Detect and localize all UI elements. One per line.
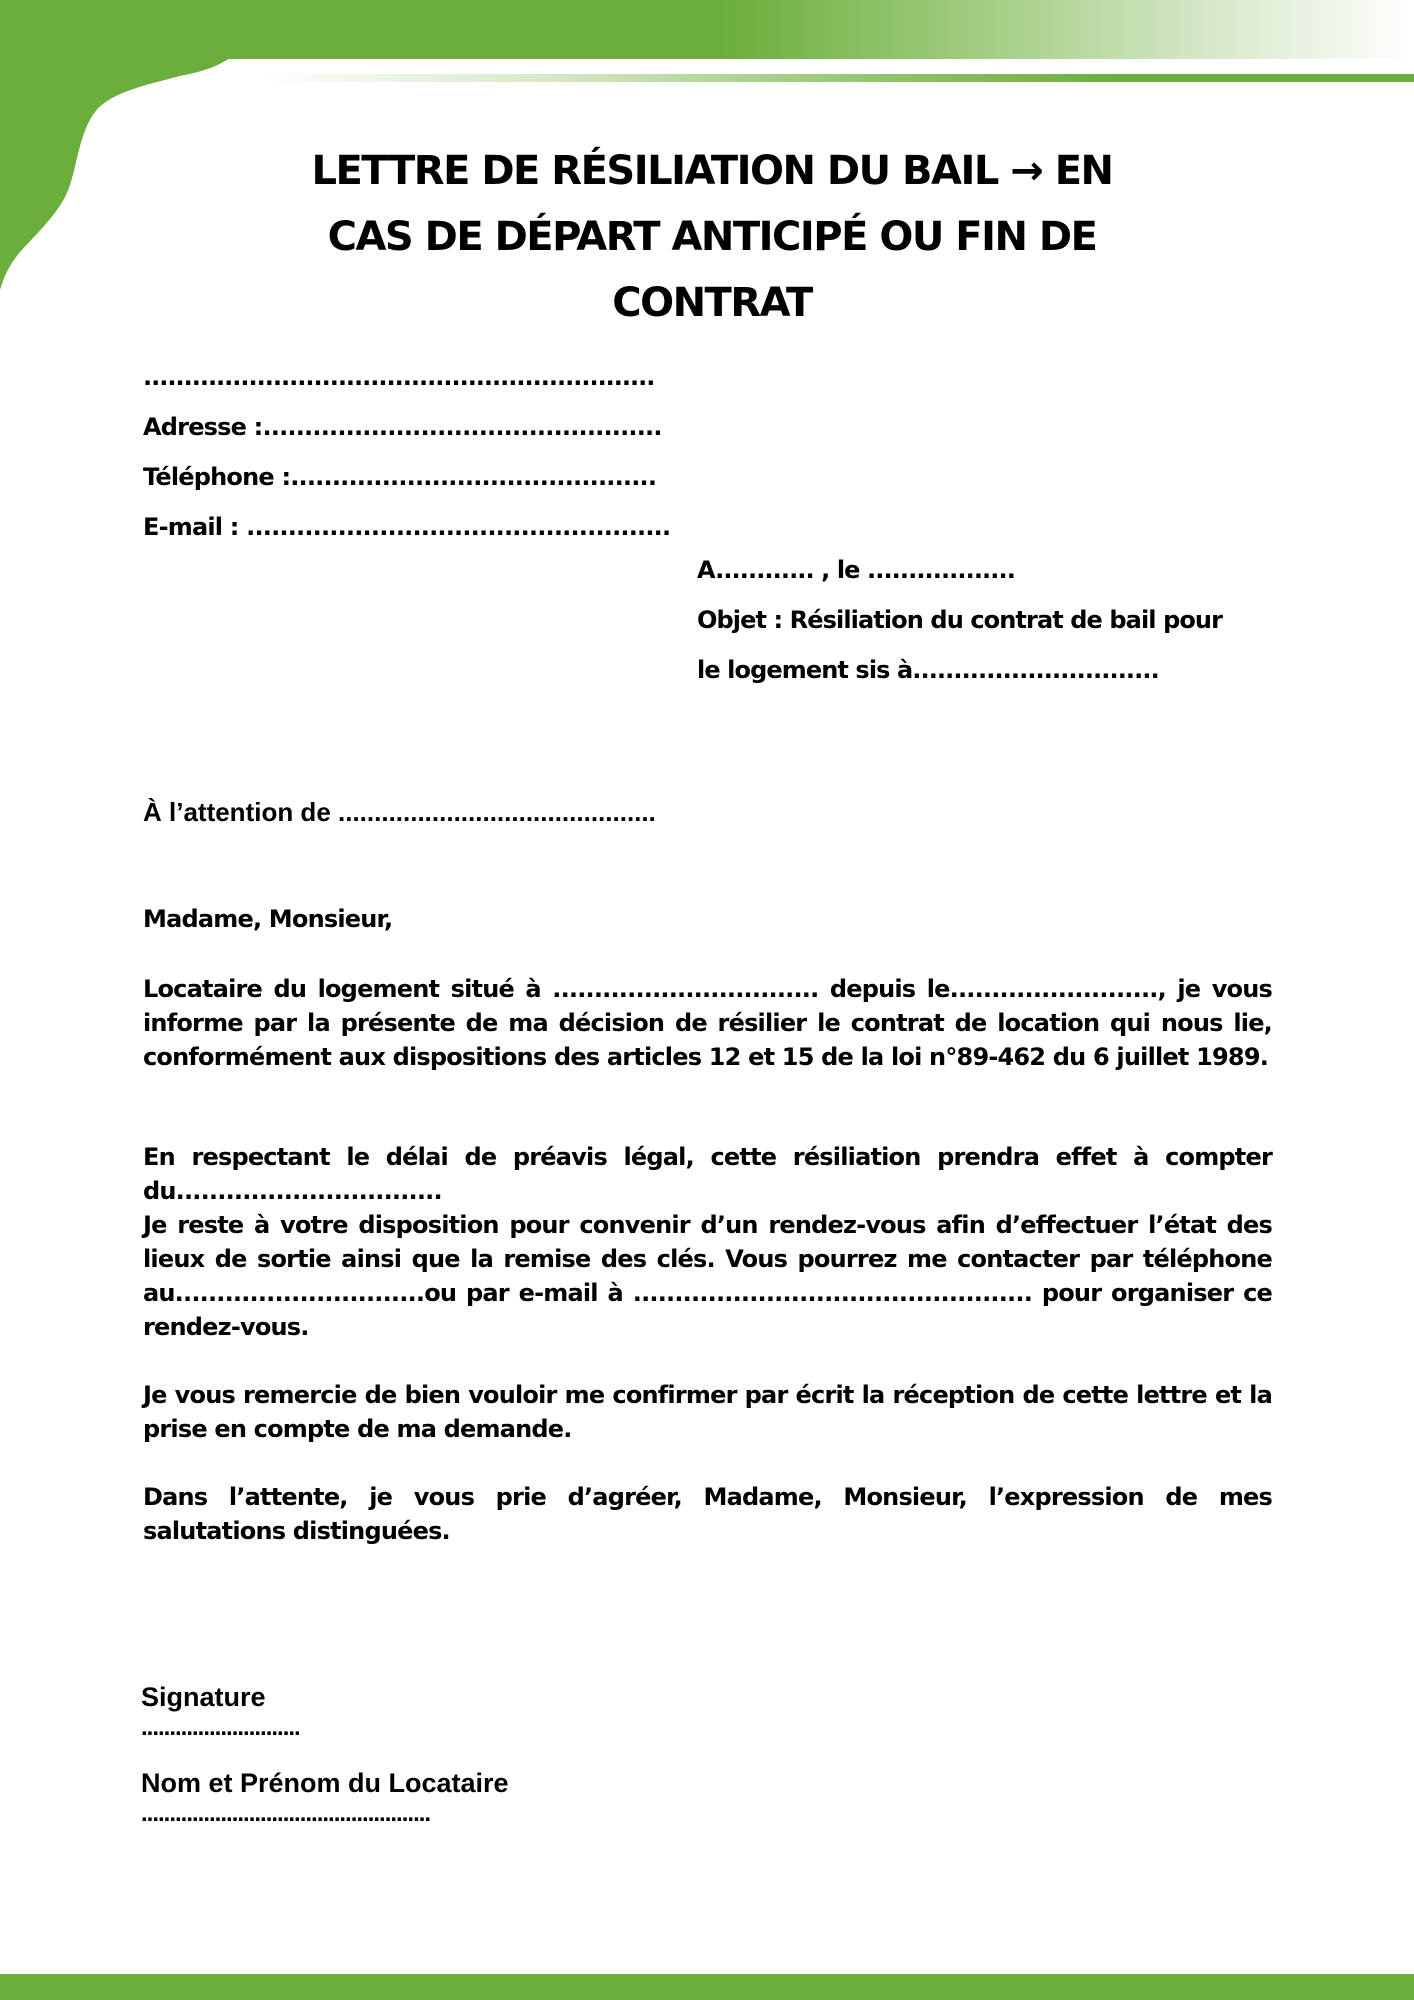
greeting: Madame, Monsieur,	[143, 905, 393, 933]
place-subject-block	[697, 545, 1222, 695]
page-title	[230, 138, 1194, 336]
corner-wave-decoration	[0, 0, 260, 300]
sender-name-field[interactable]: ...............................................................	[143, 363, 655, 391]
paragraph-4	[143, 1480, 1272, 1548]
title-line-2: CAS DE DÉPART ANTICIPÉ OU FIN DE	[327, 214, 1097, 260]
footer-green-band	[0, 1974, 1414, 2000]
attention-line[interactable]: À l’attention de ............................................	[143, 797, 656, 827]
tenant-name-label: Nom et Prénom du Locataire	[141, 1768, 509, 1798]
paragraph-1-text: Locataire du logement situé à ................................ depuis le........................., je vous informe par la présente de ma décision de résilier le contrat de location qui nous lie, conformément aux dispositions des articles 12 et 15 de la loi n°89-462 du 6 juillet 1989.	[143, 975, 1272, 1071]
sender-email-field[interactable]: E-mail : ...................................................	[143, 513, 671, 541]
place-date-field[interactable]: A............ , le ..................	[697, 556, 1015, 584]
signature-field[interactable]: ............................	[141, 1714, 300, 1741]
paragraph-1	[143, 972, 1272, 1074]
signature-label: Signature	[141, 1682, 266, 1712]
paragraph-2	[143, 1140, 1272, 1344]
title-line-3: CONTRAT	[612, 280, 812, 326]
tenant-name-field[interactable]: ...................................................	[141, 1800, 431, 1827]
paragraph-2b-text: Je reste à votre disposition pour convenir d’un rendez-vous afin d’effectuer l’état des lieux de sortie ainsi que la remise des clés. Vous pourrez me contacter par téléphone au..............................ou par e-mail à ................................................ pour organiser ce rendez-vous.	[143, 1211, 1272, 1341]
paragraph-3	[143, 1378, 1272, 1446]
sender-phone-field[interactable]: Téléphone :............................................	[143, 463, 657, 491]
subject-line-2[interactable]: le logement sis à..............................	[697, 656, 1159, 684]
title-line-1: LETTRE DE RÉSILIATION DU BAIL → EN	[311, 148, 1113, 194]
paragraph-2a-text: En respectant le délai de préavis légal, cette résiliation prendra effet à compter du................................	[143, 1143, 1272, 1205]
paragraph-4-text: Dans l’attente, je vous prie d’agréer, Madame, Monsieur, l’expression de mes salutations distinguées.	[143, 1483, 1272, 1545]
subject-line-1: Objet : Résiliation du contrat de bail pour	[697, 606, 1223, 634]
header-accent-line	[260, 74, 1414, 82]
paragraph-3-text: Je vous remercie de bien vouloir me confirmer par écrit la réception de cette lettre et la prise en compte de ma demande.	[143, 1381, 1272, 1443]
sender-block	[143, 352, 670, 552]
sender-address-field[interactable]: Adresse :................................................	[143, 413, 662, 441]
